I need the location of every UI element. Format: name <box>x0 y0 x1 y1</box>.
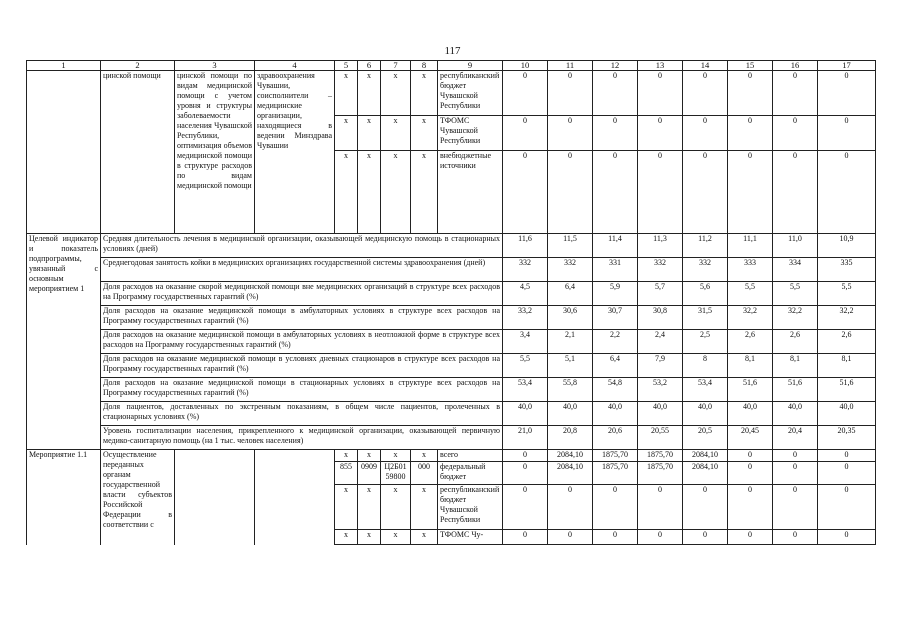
indicator-value: 30,6 <box>548 306 593 330</box>
value-cell: 0 <box>503 450 548 462</box>
indicator-value: 8,1 <box>818 354 876 378</box>
column-number: 16 <box>773 61 818 71</box>
indicator-value: 54,8 <box>593 378 638 402</box>
indicator-value: 11,6 <box>503 234 548 258</box>
indicator-value: 40,0 <box>503 402 548 426</box>
value-cell: 0 <box>818 462 876 485</box>
value-cell: 0 <box>818 71 876 116</box>
indicator-text: Доля расходов на оказание медицинской помощи в стационарных условиях в структуре всех расходов на Программу государственных гарантий (%) <box>101 378 503 402</box>
budget-code: Ц2Б01 59800 <box>381 462 411 485</box>
value-cell: 0 <box>728 450 773 462</box>
value-cell: 0 <box>773 462 818 485</box>
budget-code: x <box>358 151 381 234</box>
indicator-value: 10,9 <box>818 234 876 258</box>
indicator-row <box>27 402 876 426</box>
indicator-value: 40,0 <box>683 402 728 426</box>
column-number-row <box>27 61 876 71</box>
column-number: 7 <box>381 61 411 71</box>
value-cell: 0 <box>728 116 773 151</box>
budget-code: 000 <box>411 462 438 485</box>
column-number: 1 <box>27 61 101 71</box>
budget-code: x <box>411 450 438 462</box>
budget-code: x <box>381 151 411 234</box>
indicator-value: 20,55 <box>638 426 683 450</box>
budget-code: x <box>381 450 411 462</box>
indicator-value: 11,1 <box>728 234 773 258</box>
indicator-value: 5,5 <box>818 282 876 306</box>
indicator-row <box>27 282 876 306</box>
column-number: 12 <box>593 61 638 71</box>
indicator-value: 40,0 <box>593 402 638 426</box>
indicator-text: Средняя длительность лечения в медицинской организации, оказывающей медицинскую помощь в стационарных условиях (дней) <box>101 234 503 258</box>
budget-code: x <box>358 485 381 530</box>
indicator-value: 4,5 <box>503 282 548 306</box>
indicator-value: 5,1 <box>548 354 593 378</box>
value-cell: 0 <box>593 530 638 545</box>
indicator-value: 30,8 <box>638 306 683 330</box>
indicator-row <box>27 306 876 330</box>
funding-source: республиканский бюджет Чувашской Республики <box>438 485 503 530</box>
value-cell: 0 <box>503 116 548 151</box>
budget-code: x <box>358 530 381 545</box>
indicator-value: 20,35 <box>818 426 876 450</box>
value-cell: 0 <box>593 116 638 151</box>
value-cell: 0 <box>773 151 818 234</box>
indicator-value: 2,6 <box>773 330 818 354</box>
indicator-row <box>27 378 876 402</box>
funding-source: ТФОМС Чувашской Республики <box>438 116 503 151</box>
indicator-value: 331 <box>593 258 638 282</box>
indicator-row <box>27 330 876 354</box>
value-cell: 0 <box>728 151 773 234</box>
indicator-value: 51,6 <box>818 378 876 402</box>
budget-code: x <box>411 116 438 151</box>
column-number: 10 <box>503 61 548 71</box>
indicator-value: 11,4 <box>593 234 638 258</box>
budget-code: x <box>335 116 358 151</box>
value-cell: 0 <box>638 71 683 116</box>
budget-code: x <box>358 71 381 116</box>
indicator-text: Доля пациентов, доставленных по экстренным показаниям, в общем числе пациентов, пролеченных в стационарных условиях (%) <box>101 402 503 426</box>
indicator-value: 32,2 <box>728 306 773 330</box>
value-cell: 0 <box>683 116 728 151</box>
indicator-label: Целевой индикатор и показатель подпрограммы, увязанный с основным мероприятием 1 <box>27 234 101 450</box>
indicator-value: 5,9 <box>593 282 638 306</box>
value-cell: 0 <box>683 151 728 234</box>
indicator-value: 5,6 <box>683 282 728 306</box>
indicator-value: 8 <box>683 354 728 378</box>
value-cell: 0 <box>683 71 728 116</box>
funding-row <box>27 450 876 462</box>
indicator-value: 20,45 <box>728 426 773 450</box>
indicator-value: 32,2 <box>773 306 818 330</box>
column-number: 15 <box>728 61 773 71</box>
indicator-row <box>27 258 876 282</box>
indicator-value: 20,6 <box>593 426 638 450</box>
budget-code: x <box>411 151 438 234</box>
column-number: 11 <box>548 61 593 71</box>
indicator-value: 2,4 <box>638 330 683 354</box>
value-cell: 2084,10 <box>548 462 593 485</box>
indicator-value: 6,4 <box>548 282 593 306</box>
indicator-value: 31,5 <box>683 306 728 330</box>
indicator-value: 335 <box>818 258 876 282</box>
indicator-value: 33,2 <box>503 306 548 330</box>
budget-code: x <box>411 71 438 116</box>
indicator-value: 11,5 <box>548 234 593 258</box>
value-cell: 0 <box>593 485 638 530</box>
value-cell: 0 <box>638 116 683 151</box>
indicator-row <box>27 234 876 258</box>
indicator-value: 53,4 <box>503 378 548 402</box>
indicator-value: 11,3 <box>638 234 683 258</box>
indicator-value: 51,6 <box>728 378 773 402</box>
budget-code: x <box>335 151 358 234</box>
value-cell: 0 <box>503 530 548 545</box>
indicator-text: Доля расходов на оказание медицинской помощи в амбулаторных условиях в неотложной форме в структуре всех расходов на Программу государственных гарантий (%) <box>101 330 503 354</box>
value-cell: 2084,10 <box>548 450 593 462</box>
indicator-value: 55,8 <box>548 378 593 402</box>
budget-code: x <box>411 485 438 530</box>
value-cell: 0 <box>503 462 548 485</box>
program-table <box>26 60 876 545</box>
indicator-value: 334 <box>773 258 818 282</box>
indicator-text: Среднегодовая занятость койки в медицинских организациях государственной системы здравоохранения (дней) <box>101 258 503 282</box>
indicator-row <box>27 426 876 450</box>
indicator-value: 5,5 <box>503 354 548 378</box>
indicator-value: 333 <box>728 258 773 282</box>
event-description: цинской помощи по видам медицинской помощи с учетом уровня и структуры заболеваемости населения Чувашской Республики, оптимизация объемов медицинской помощи в структуре расходов по видам медицинской помощи <box>175 71 255 234</box>
value-cell: 0 <box>548 71 593 116</box>
value-cell: 0 <box>593 151 638 234</box>
indicator-value: 20,5 <box>683 426 728 450</box>
indicator-value: 2,6 <box>728 330 773 354</box>
indicator-value: 11,2 <box>683 234 728 258</box>
indicator-value: 8,1 <box>728 354 773 378</box>
value-cell: 0 <box>773 71 818 116</box>
indicator-value: 53,2 <box>638 378 683 402</box>
indicator-value: 32,2 <box>818 306 876 330</box>
indicator-value: 20,8 <box>548 426 593 450</box>
indicator-value: 2,2 <box>593 330 638 354</box>
budget-code: x <box>358 450 381 462</box>
column-number: 17 <box>818 61 876 71</box>
column-number: 9 <box>438 61 503 71</box>
value-cell: 0 <box>818 151 876 234</box>
indicator-value: 6,4 <box>593 354 638 378</box>
indicator-value: 2,5 <box>683 330 728 354</box>
indicator-value: 3,4 <box>503 330 548 354</box>
col4-cell <box>255 450 335 545</box>
indicator-text: Доля расходов на оказание скорой медицинской помощи вне медицинских организаций в структуре всех расходов на Программу государственных гарантий (%) <box>101 282 503 306</box>
col1-cell <box>27 71 101 234</box>
budget-code: x <box>335 530 358 545</box>
value-cell: 0 <box>773 116 818 151</box>
value-cell: 1875,70 <box>638 462 683 485</box>
value-cell: 0 <box>728 530 773 545</box>
budget-code: x <box>381 485 411 530</box>
indicator-value: 40,0 <box>728 402 773 426</box>
indicator-value: 2,6 <box>818 330 876 354</box>
indicator-text: Уровень госпитализации населения, прикрепленного к медицинской организации, оказывающей первичную медико-санитарную помощь (на 1 тыс. человек населения) <box>101 426 503 450</box>
value-cell: 0 <box>683 530 728 545</box>
value-cell: 0 <box>503 71 548 116</box>
executor: здравоохранения Чувашии, соисполнители – медицинские организации, находящиеся в ведении Минздрава Чувашии <box>255 71 335 234</box>
col3-cell <box>175 450 255 545</box>
value-cell: 0 <box>818 530 876 545</box>
indicator-text: Доля расходов на оказание медицинской помощи в амбулаторных условиях в структуре всех расходов на Программу государственных гарантий (%) <box>101 306 503 330</box>
column-number: 8 <box>411 61 438 71</box>
indicator-value: 7,9 <box>638 354 683 378</box>
funding-source: республиканский бюджет Чувашской Республики <box>438 71 503 116</box>
value-cell: 0 <box>728 462 773 485</box>
indicator-row <box>27 354 876 378</box>
indicator-value: 332 <box>638 258 683 282</box>
indicator-value: 30,7 <box>593 306 638 330</box>
indicator-value: 5,7 <box>638 282 683 306</box>
indicator-value: 40,0 <box>773 402 818 426</box>
value-cell: 0 <box>818 450 876 462</box>
indicator-text: Доля расходов на оказание медицинской помощи в условиях дневных стационаров в структуре всех расходов на Программу государственных гарантий (%) <box>101 354 503 378</box>
budget-code: x <box>381 71 411 116</box>
value-cell: 2084,10 <box>683 462 728 485</box>
value-cell: 0 <box>773 485 818 530</box>
value-cell: 0 <box>683 485 728 530</box>
value-cell: 1875,70 <box>593 462 638 485</box>
indicator-value: 332 <box>548 258 593 282</box>
budget-code: x <box>335 71 358 116</box>
budget-code: x <box>381 116 411 151</box>
column-number: 5 <box>335 61 358 71</box>
value-cell: 0 <box>503 151 548 234</box>
funding-source: всего <box>438 450 503 462</box>
indicator-value: 5,5 <box>773 282 818 306</box>
value-cell: 0 <box>548 151 593 234</box>
value-cell: 0 <box>638 151 683 234</box>
value-cell: 1875,70 <box>593 450 638 462</box>
event-name-cont: цинской помощи <box>101 71 175 234</box>
funding-source: федеральный бюджет <box>438 462 503 485</box>
indicator-value: 40,0 <box>548 402 593 426</box>
funding-row <box>27 71 876 116</box>
budget-code: x <box>358 116 381 151</box>
indicator-value: 2,1 <box>548 330 593 354</box>
value-cell: 0 <box>503 485 548 530</box>
indicator-value: 20,4 <box>773 426 818 450</box>
value-cell: 2084,10 <box>683 450 728 462</box>
page-number: 117 <box>444 45 461 57</box>
value-cell: 0 <box>728 485 773 530</box>
value-cell: 0 <box>638 485 683 530</box>
budget-code: x <box>335 485 358 530</box>
column-number: 3 <box>175 61 255 71</box>
value-cell: 1875,70 <box>638 450 683 462</box>
indicator-value: 11,0 <box>773 234 818 258</box>
column-number: 6 <box>358 61 381 71</box>
indicator-value: 21,0 <box>503 426 548 450</box>
value-cell: 0 <box>593 71 638 116</box>
indicator-value: 332 <box>683 258 728 282</box>
value-cell: 0 <box>773 450 818 462</box>
value-cell: 0 <box>638 530 683 545</box>
value-cell: 0 <box>548 116 593 151</box>
event-description: Осуществление переданных органам государственной власти субъектов Российской Федерации в соответствии с <box>101 450 175 545</box>
budget-code: x <box>381 530 411 545</box>
indicator-value: 8,1 <box>773 354 818 378</box>
budget-code: x <box>335 450 358 462</box>
value-cell: 0 <box>773 530 818 545</box>
budget-code: 0909 <box>358 462 381 485</box>
indicator-value: 5,5 <box>728 282 773 306</box>
budget-code: x <box>411 530 438 545</box>
value-cell: 0 <box>818 116 876 151</box>
column-number: 14 <box>683 61 728 71</box>
funding-source: ТФОМС Чу- <box>438 530 503 545</box>
column-number: 13 <box>638 61 683 71</box>
funding-source: внебюджетные источники <box>438 151 503 234</box>
value-cell: 0 <box>548 485 593 530</box>
indicator-value: 40,0 <box>818 402 876 426</box>
indicator-value: 51,6 <box>773 378 818 402</box>
value-cell: 0 <box>548 530 593 545</box>
budget-code: 855 <box>335 462 358 485</box>
value-cell: 0 <box>818 485 876 530</box>
column-number: 2 <box>101 61 175 71</box>
indicator-value: 40,0 <box>638 402 683 426</box>
column-number: 4 <box>255 61 335 71</box>
event-label: Мероприятие 1.1 <box>27 450 101 545</box>
indicator-value: 332 <box>503 258 548 282</box>
value-cell: 0 <box>728 71 773 116</box>
indicator-value: 53,4 <box>683 378 728 402</box>
